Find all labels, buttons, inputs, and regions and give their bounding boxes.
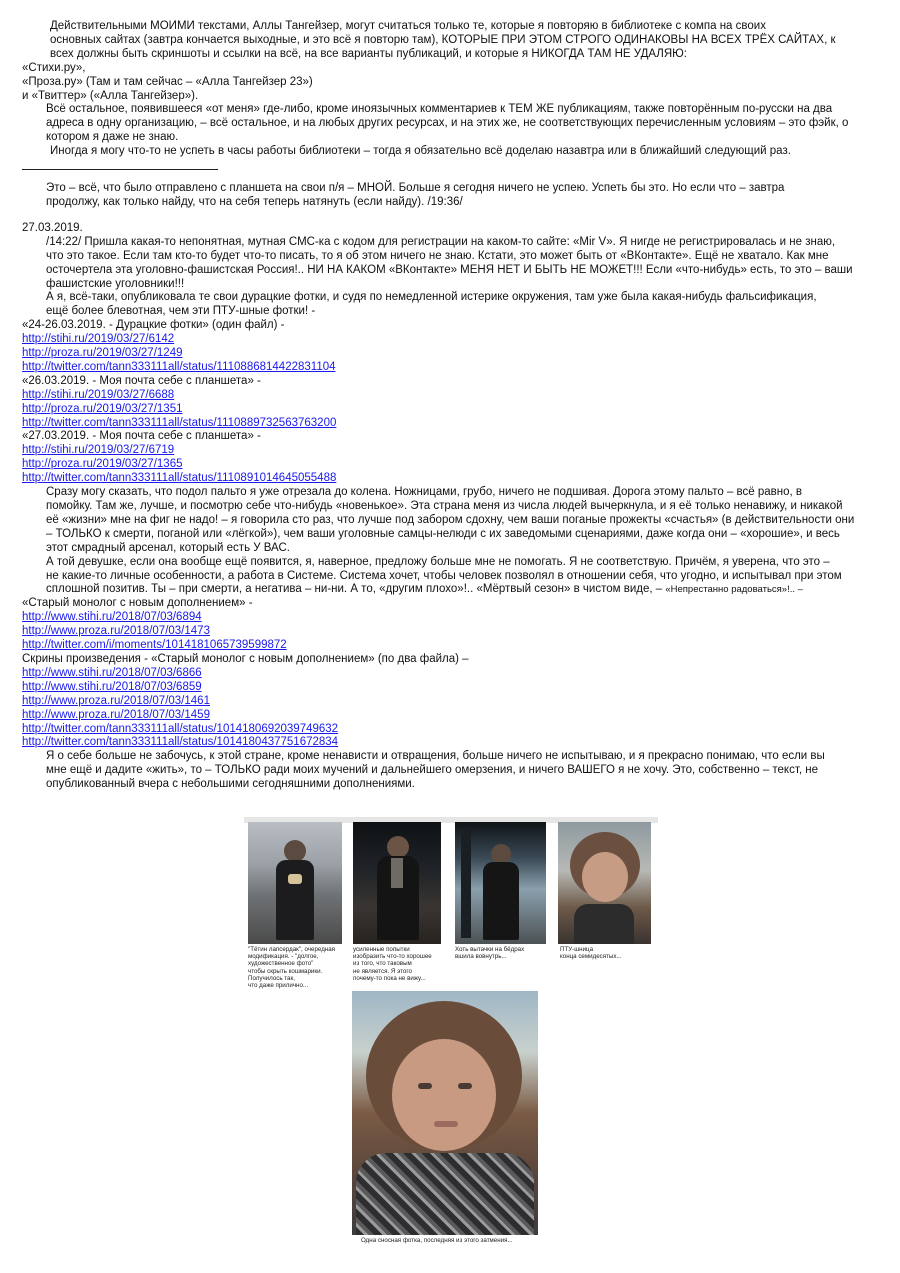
entry-date: 27.03.2019. (22, 221, 83, 234)
text-line: А я, всё-таки, опубликовала те свои дурацкие фотки, и судя по немедленной истерике окружения, там уже была какая-нибудь фальсификация, (46, 291, 817, 304)
link-stihi[interactable]: http://www.stihi.ru/2018/07/03/6894 (22, 611, 202, 624)
paragraph-fake-notice (22, 103, 874, 145)
text-line: опубликованный вчера с небольшими сегодняшними дополнениями. (46, 778, 415, 791)
text-line: осточертела эта уголовно-фашистская Россия!.. НИ НА КАКОМ «ВКонтакте» МЕНЯ НЕТ И БЫТЬ НЕ МОЖЕТ!!! Если «что-нибудь» есть, то это – ваши (46, 263, 853, 276)
link-twitter[interactable]: http://twitter.com/tann333111all/status/1014180692039749632 (22, 722, 339, 735)
publication-label: «24-26.03.2019. - Дурацкие фотки» (один файл) - (22, 319, 285, 332)
caption-line: почему-то пока не вижу... (353, 974, 426, 982)
text-line: и «Твиттер» («Алла Тангейзер»). (22, 89, 199, 102)
text-line: всех должны быть скриншоты и ссылки на всё, на все варианты публикаций, и которые я НИКОГДА ТАМ НЕ УДАЛЯЮ: (50, 47, 687, 60)
caption-line: конца семидесятых... (560, 953, 622, 961)
photo-coat-door (455, 822, 546, 944)
paragraph-intro (22, 20, 874, 62)
photo-coat-night (353, 822, 441, 944)
text-line: Всё остальное, появившееся «от меня» где-либо, кроме иноязычных комментариев к ТЕМ ЖЕ публикациям, также повторённым по-русски на два (46, 103, 833, 116)
text-line: ещё более блевотная, чем эти ПТУ-шные фотки! - (46, 305, 316, 318)
caption-photo-1 (248, 946, 348, 989)
text-line: адреса в одну организацию, – всё остальное, и на любых других ресурсах, и на этих же, не соответствующих перечисленным условиям – это фэйк, о (46, 117, 849, 130)
text-line: не какие-то личные особенности, а работа в Системе. Система хочет, чтобы человек позволял в отношении себя, что угодно, и испытывал при этом (46, 569, 842, 582)
photo-coat-outdoor (248, 822, 342, 944)
paragraph-photos (22, 291, 874, 319)
link-stihi[interactable]: http://www.stihi.ru/2018/07/03/6866 (22, 666, 202, 679)
text-line: Сразу могу сказать, что подол пальто я уже отрезала до колена. Ножницами, грубо, ничего не подшивая. Дорога этому пальто – всё равно, в (46, 486, 803, 499)
text-line (22, 583, 874, 597)
caption-photo-5: Одна сносная фотка, последняя из этого затмения... (361, 1237, 513, 1244)
caption-line: Хоть вытачки на бёдрах (455, 946, 525, 953)
text-line: Иногда я могу что-то не успеть в часы работы библиотеки – тогда я обязательно всё доделаю назавтра или в ближайший следующий раз. (50, 145, 791, 158)
paragraph-closing (22, 750, 874, 792)
caption-line: ПТУ-шница (560, 946, 594, 953)
text-line: основных сайтах (завтра кончается выходные, и это всё я повторю там), КОТОРЫЕ ПРИ ЭТОМ СТРОГО ОДИНАКОВЫ НА ВСЕХ ТРЁХ САЙТАХ, к (50, 33, 836, 46)
caption-line: что даже прилично... (248, 982, 309, 990)
link-stihi[interactable]: http://stihi.ru/2019/03/27/6719 (22, 444, 175, 457)
caption-line: "Тётин лапсердак", очередная (248, 946, 336, 953)
caption-line: чтобы скрыть кошмарики. (248, 967, 323, 975)
text-segment: сплошной позитив. Ты – при смерти, а негатива – ни-ни. А то, «другим плохо»!.. «Мёртвый сезон» в чистом виде, – (46, 583, 663, 596)
text-line: продолжу, как только найду, что на себя теперь натянуть (если найду). /19:36/ (46, 195, 463, 208)
photo-portrait-small (558, 822, 651, 944)
link-proza[interactable]: http://www.proza.ru/2018/07/03/1473 (22, 625, 210, 638)
paragraph-sms (22, 236, 874, 292)
publication-label: «Старый монолог с новым дополнением» - (22, 597, 253, 610)
link-twitter[interactable]: http://twitter.com/tann333111all/status/1014180437751672834 (22, 736, 339, 749)
link-proza[interactable]: http://proza.ru/2019/03/27/1249 (22, 347, 183, 360)
photo-collage (244, 817, 658, 1249)
paragraph-girl (22, 556, 874, 598)
text-line: мне ещё и дадите «жить», то – ТОЛЬКО ради моих мучений и дальнейшего омерзения, и ничего ВАШЕГО я не хочу. Это, собственно – текст, не (46, 764, 818, 777)
link-proza[interactable]: http://www.proza.ru/2018/07/03/1459 (22, 708, 210, 721)
paragraph-tablet (22, 182, 874, 210)
link-proza[interactable]: http://proza.ru/2019/03/27/1365 (22, 458, 183, 471)
text-line: Я о себе больше не забочусь, к этой стране, кроме ненависти и отвращения, больше ничего не испытываю, и я прекрасно понимаю, что если вы (46, 750, 825, 763)
caption-line: модификация. - "долгое, (248, 953, 319, 961)
text-line: котором я даже не знаю. (46, 131, 179, 144)
text-line: Действительными МОИМИ текстами, Аллы Тангейзер, могут считаться только те, которые я повторяю в библиотеке с компа на своих (50, 20, 766, 32)
text-segment-small: «Непрестанно радоваться»!.. – (665, 584, 803, 596)
text-line: «Проза.ру» (Там и там сейчас – «Алла Тангейзер 23») (22, 75, 313, 88)
link-stihi[interactable]: http://www.stihi.ru/2018/07/03/6859 (22, 680, 202, 693)
document-body (22, 20, 874, 792)
publication-label: «26.03.2019. - Моя почта себе с планшета» - (22, 374, 261, 387)
link-proza[interactable]: http://www.proza.ru/2018/07/03/1461 (22, 694, 210, 707)
separator-line (22, 169, 218, 170)
caption-line: из того, что таковым (353, 960, 412, 968)
link-twitter[interactable]: http://twitter.com/i/moments/1014181065739599872 (22, 639, 287, 652)
publication-label: «27.03.2019. - Моя почта себе с планшета» - (22, 430, 261, 443)
text-line: помойку. Там же, лучше, и посмотрю себе что-нибудь «новенькое». Эта страна меня из числа людей вычеркнула, и я её только ненавижу, и никакой (46, 500, 843, 512)
link-proza[interactable]: http://proza.ru/2019/03/27/1351 (22, 402, 183, 415)
caption-line: Получилось так, (248, 974, 295, 982)
text-line: А той девушке, если она вообще ещё появится, я, наверное, предложу больше мне не помогать. Я не соответствую. Причём, я уверена, что это – (46, 555, 830, 568)
caption-line: вшила вовнутрь... (455, 953, 507, 961)
caption-line: усиленные попытки (353, 946, 410, 953)
link-twitter[interactable]: http://twitter.com/tann333111all/status/1110891014645055488 (22, 472, 337, 485)
link-twitter[interactable]: http://twitter.com/tann333111all/status/1110886814422831104 (22, 360, 336, 373)
caption-photo-2 (353, 946, 453, 982)
photo-portrait-large (352, 991, 538, 1235)
site-list (22, 62, 874, 104)
text-line: этот смрадный арсенал, который есть У ВАС. (46, 541, 290, 554)
paragraph-coat (22, 486, 874, 556)
text-line: – ТОЛЬКО к смерти, поганой или «лёгкой»), чем ваши уголовные самцы-нелюди с их заведомыми сценариями, даже когда они – «хорошие», и весь (46, 527, 840, 540)
text-line: «Стихи.ру», (22, 61, 86, 74)
text-line: фашистские уголовники!!! (46, 277, 185, 290)
caption-line: изобразить что-то хорошее (353, 953, 432, 961)
caption-photo-3 (455, 946, 555, 960)
paragraph-library-note (22, 145, 874, 159)
link-twitter[interactable]: http://twitter.com/tann333111all/status/1110889732563763200 (22, 416, 337, 429)
link-stihi[interactable]: http://stihi.ru/2019/03/27/6688 (22, 388, 175, 401)
text-line: её «жизни» мне на фиг не надо! – я говорила сто раз, что лучше под забором сдохну, чем ваши поганые прожекты «счастья» (в действительности они (46, 513, 855, 526)
text-line: что это такое. Если там кто-то будет что-то писать, то я об этом ничего не знаю. Кстати, это может быть от «ВКонтакте». Ещё не хватало. Как мне (46, 249, 829, 262)
link-stihi[interactable]: http://stihi.ru/2019/03/27/6142 (22, 333, 175, 346)
publication-label: Скрины произведения - «Старый монолог с новым дополнением» (по два файла) – (22, 652, 469, 665)
text-line: Это – всё, что было отправлено с планшета на свои п/я – МНОЙ. Больше я сегодня ничего не успею. Успеть бы это. Но если что – завтра (46, 182, 785, 195)
caption-line: не является. Я этого (353, 967, 412, 975)
caption-photo-4 (560, 946, 656, 960)
text-line: /14:22/ Пришла какая-то непонятная, мутная СМС-ка с кодом для регистрации на каком-то сайте: «Mir V». Я нигде не регистрировалась и не знаю, (46, 235, 836, 248)
caption-line: художественное фото" (248, 960, 314, 968)
